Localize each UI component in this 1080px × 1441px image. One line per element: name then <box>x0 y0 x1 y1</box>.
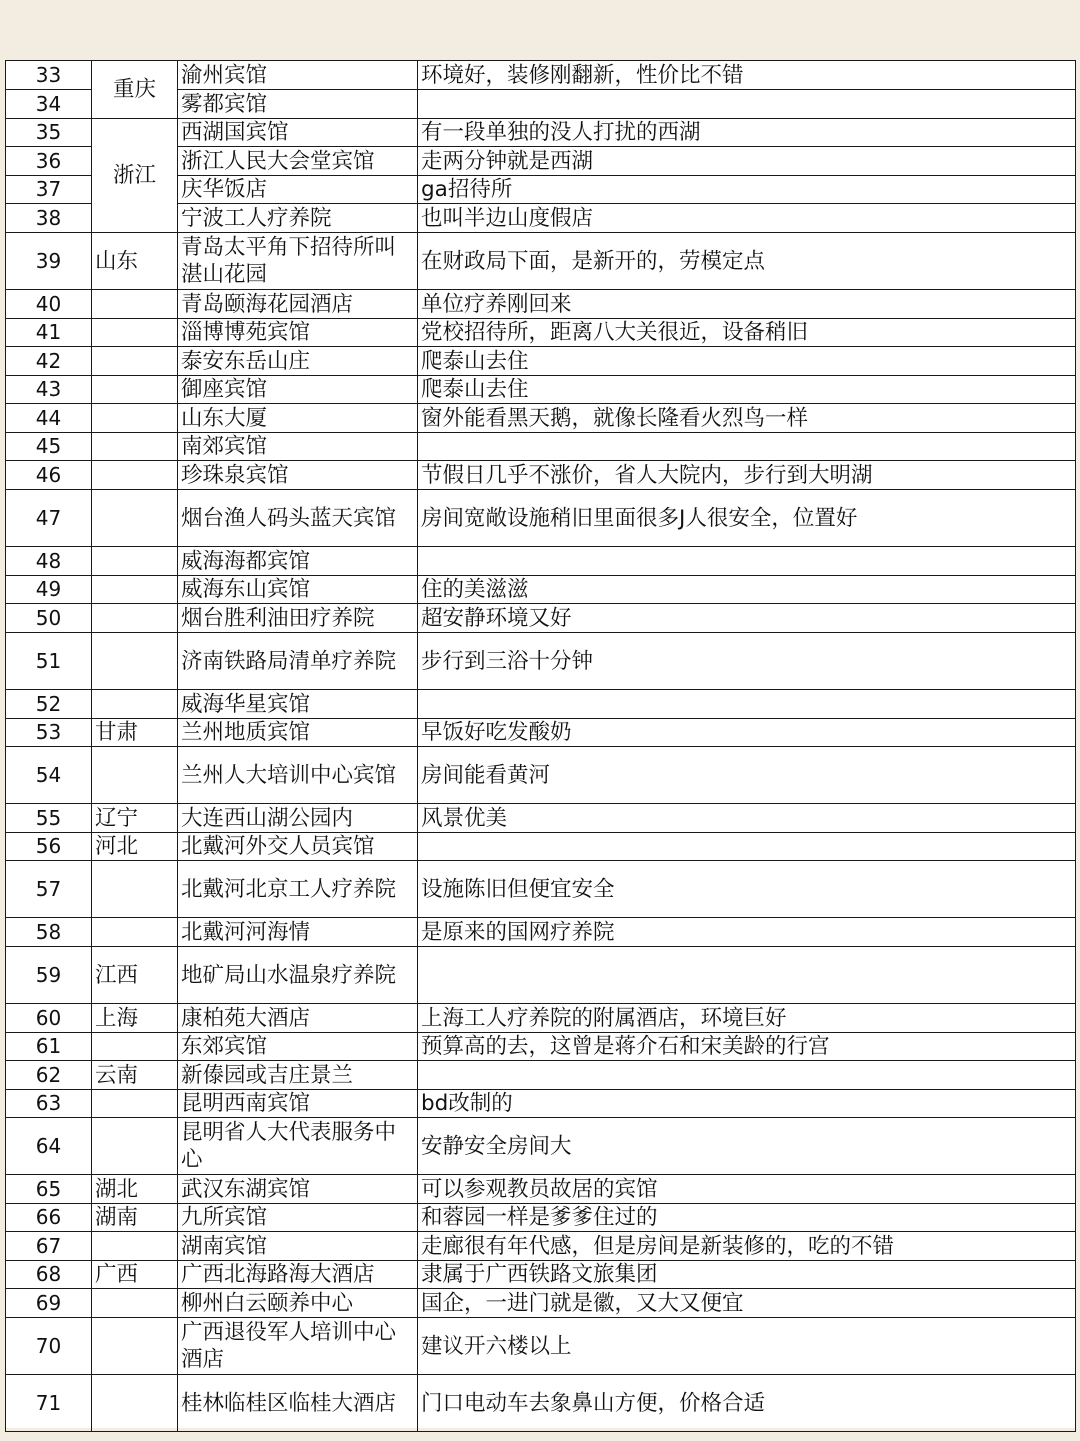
note-cell: 风景优美 <box>418 804 1076 833</box>
hotel-name-cell: 庆华饭店 <box>178 176 418 204</box>
hotel-name-cell: 雾都宾馆 <box>178 90 418 119</box>
row-number: 34 <box>6 90 92 119</box>
note-cell: 超安静环境又好 <box>418 604 1076 633</box>
hotel-table-body <box>6 61 1076 1432</box>
note-cell <box>418 690 1076 719</box>
hotel-name-cell: 昆明省人大代表服务中心 <box>178 1118 418 1175</box>
hotel-table <box>5 60 1076 1432</box>
row-number: 38 <box>6 204 92 233</box>
hotel-name-cell: 南郊宾馆 <box>178 433 418 461</box>
table-row <box>6 1033 1076 1061</box>
hotel-name-cell: 兰州人大培训中心宾馆 <box>178 747 418 804</box>
hotel-name-cell: 御座宾馆 <box>178 376 418 404</box>
province-cell: 重庆 <box>92 61 178 119</box>
note-cell <box>418 433 1076 461</box>
table-row <box>6 918 1076 947</box>
hotel-name-cell: 九所宾馆 <box>178 1204 418 1232</box>
note-cell: 建议开六楼以上 <box>418 1318 1076 1375</box>
hotel-name-cell: 烟台渔人码头蓝天宾馆 <box>178 490 418 547</box>
table-row <box>6 604 1076 633</box>
hotel-name-cell: 泰安东岳山庄 <box>178 347 418 376</box>
table-row <box>6 119 1076 147</box>
row-number: 55 <box>6 804 92 833</box>
table-row <box>6 433 1076 461</box>
hotel-name-cell: 烟台胜利油田疗养院 <box>178 604 418 633</box>
row-number: 69 <box>6 1289 92 1318</box>
province-cell <box>92 1033 178 1061</box>
province-cell: 甘肃 <box>92 719 178 747</box>
hotel-name-cell: 宁波工人疗养院 <box>178 204 418 233</box>
note-cell: 隶属于广西铁路文旅集团 <box>418 1261 1076 1289</box>
province-cell <box>92 376 178 404</box>
row-number: 70 <box>6 1318 92 1375</box>
row-number: 49 <box>6 576 92 604</box>
table-row <box>6 1090 1076 1118</box>
hotel-name-cell: 西湖国宾馆 <box>178 119 418 147</box>
row-number: 40 <box>6 290 92 319</box>
hotel-name-cell: 康柏苑大酒店 <box>178 1004 418 1033</box>
hotel-name-cell: 威海海都宾馆 <box>178 547 418 576</box>
row-number: 53 <box>6 719 92 747</box>
table-row <box>6 861 1076 918</box>
table-row <box>6 690 1076 719</box>
row-number: 63 <box>6 1090 92 1118</box>
note-cell: bd改制的 <box>418 1090 1076 1118</box>
hotel-name-cell: 昆明西南宾馆 <box>178 1090 418 1118</box>
hotel-name-cell: 广西退役军人培训中心酒店 <box>178 1318 418 1375</box>
note-cell <box>418 1061 1076 1090</box>
row-number: 58 <box>6 918 92 947</box>
note-cell: ga招待所 <box>418 176 1076 204</box>
table-row <box>6 1232 1076 1261</box>
table-row <box>6 804 1076 833</box>
note-cell: 步行到三浴十分钟 <box>418 633 1076 690</box>
note-cell: 可以参观教员故居的宾馆 <box>418 1175 1076 1204</box>
hotel-name-cell: 浙江人民大会堂宾馆 <box>178 147 418 176</box>
province-cell <box>92 1090 178 1118</box>
hotel-name-cell: 兰州地质宾馆 <box>178 719 418 747</box>
province-cell <box>92 633 178 690</box>
province-cell <box>92 576 178 604</box>
row-number: 48 <box>6 547 92 576</box>
note-cell <box>418 90 1076 119</box>
hotel-name-cell: 威海东山宾馆 <box>178 576 418 604</box>
note-cell: 门口电动车去象鼻山方便，价格合适 <box>418 1375 1076 1432</box>
note-cell: 也叫半边山度假店 <box>418 204 1076 233</box>
hotel-name-cell: 济南铁路局清单疗养院 <box>178 633 418 690</box>
province-cell <box>92 1118 178 1175</box>
note-cell: 上海工人疗养院的附属酒店，环境巨好 <box>418 1004 1076 1033</box>
row-number: 66 <box>6 1204 92 1232</box>
note-cell: 节假日几乎不涨价，省人大院内，步行到大明湖 <box>418 461 1076 490</box>
table-row <box>6 947 1076 1004</box>
province-cell: 湖北 <box>92 1175 178 1204</box>
table-row <box>6 1318 1076 1375</box>
row-number: 68 <box>6 1261 92 1289</box>
note-cell <box>418 833 1076 861</box>
note-cell <box>418 947 1076 1004</box>
row-number: 41 <box>6 319 92 347</box>
note-cell: 窗外能看黑天鹅，就像长隆看火烈鸟一样 <box>418 404 1076 433</box>
row-number: 61 <box>6 1033 92 1061</box>
hotel-name-cell: 广西北海路海大酒店 <box>178 1261 418 1289</box>
note-cell: 早饭好吃发酸奶 <box>418 719 1076 747</box>
note-cell: 安静安全房间大 <box>418 1118 1076 1175</box>
note-cell: 在财政局下面，是新开的，劳模定点 <box>418 233 1076 290</box>
note-cell <box>418 547 1076 576</box>
row-number: 37 <box>6 176 92 204</box>
table-row <box>6 633 1076 690</box>
hotel-name-cell: 北戴河北京工人疗养院 <box>178 861 418 918</box>
row-number: 65 <box>6 1175 92 1204</box>
province-cell <box>92 747 178 804</box>
table-row <box>6 719 1076 747</box>
row-number: 42 <box>6 347 92 376</box>
hotel-name-cell: 青岛颐海花园酒店 <box>178 290 418 319</box>
province-cell <box>92 1375 178 1432</box>
hotel-name-cell: 北戴河外交人员宾馆 <box>178 833 418 861</box>
row-number: 33 <box>6 61 92 90</box>
table-row <box>6 404 1076 433</box>
row-number: 45 <box>6 433 92 461</box>
province-cell: 广西 <box>92 1261 178 1289</box>
province-cell: 辽宁 <box>92 804 178 833</box>
note-cell: 有一段单独的没人打扰的西湖 <box>418 119 1076 147</box>
province-cell <box>92 290 178 319</box>
note-cell: 预算高的去，这曾是蒋介石和宋美龄的行宫 <box>418 1033 1076 1061</box>
table-row <box>6 576 1076 604</box>
note-cell: 党校招待所，距离八大关很近，设备稍旧 <box>418 319 1076 347</box>
hotel-name-cell: 淄博博苑宾馆 <box>178 319 418 347</box>
province-cell <box>92 404 178 433</box>
hotel-table-sheet <box>5 60 1075 1428</box>
province-cell <box>92 1318 178 1375</box>
row-number: 52 <box>6 690 92 719</box>
province-cell: 云南 <box>92 1061 178 1090</box>
province-cell <box>92 433 178 461</box>
note-cell: 住的美滋滋 <box>418 576 1076 604</box>
note-cell: 单位疗养刚回来 <box>418 290 1076 319</box>
row-number: 35 <box>6 119 92 147</box>
table-row <box>6 1204 1076 1232</box>
note-cell: 房间能看黄河 <box>418 747 1076 804</box>
table-row <box>6 61 1076 90</box>
province-cell <box>92 461 178 490</box>
province-cell <box>92 319 178 347</box>
table-row <box>6 833 1076 861</box>
row-number: 50 <box>6 604 92 633</box>
table-row <box>6 461 1076 490</box>
table-row <box>6 319 1076 347</box>
province-cell <box>92 490 178 547</box>
table-row <box>6 376 1076 404</box>
province-cell <box>92 918 178 947</box>
table-row <box>6 547 1076 576</box>
hotel-name-cell: 大连西山湖公园内 <box>178 804 418 833</box>
province-cell <box>92 604 178 633</box>
note-cell: 设施陈旧但便宜安全 <box>418 861 1076 918</box>
province-cell <box>92 861 178 918</box>
note-cell: 爬泰山去住 <box>418 376 1076 404</box>
table-row <box>6 1261 1076 1289</box>
table-row <box>6 1175 1076 1204</box>
table-row <box>6 290 1076 319</box>
row-number: 62 <box>6 1061 92 1090</box>
row-number: 54 <box>6 747 92 804</box>
hotel-name-cell: 地矿局山水温泉疗养院 <box>178 947 418 1004</box>
hotel-name-cell: 武汉东湖宾馆 <box>178 1175 418 1204</box>
row-number: 36 <box>6 147 92 176</box>
note-cell: 和蓉园一样是爹爹住过的 <box>418 1204 1076 1232</box>
hotel-name-cell: 新傣园或吉庄景兰 <box>178 1061 418 1090</box>
province-cell <box>92 690 178 719</box>
note-cell: 走两分钟就是西湖 <box>418 147 1076 176</box>
row-number: 71 <box>6 1375 92 1432</box>
table-row <box>6 347 1076 376</box>
province-cell <box>92 347 178 376</box>
table-row <box>6 1118 1076 1175</box>
hotel-name-cell: 威海华星宾馆 <box>178 690 418 719</box>
hotel-name-cell: 珍珠泉宾馆 <box>178 461 418 490</box>
hotel-name-cell: 桂林临桂区临桂大酒店 <box>178 1375 418 1432</box>
province-cell: 浙江 <box>92 119 178 233</box>
row-number: 64 <box>6 1118 92 1175</box>
table-row <box>6 490 1076 547</box>
row-number: 60 <box>6 1004 92 1033</box>
row-number: 59 <box>6 947 92 1004</box>
hotel-name-cell: 柳州白云颐养中心 <box>178 1289 418 1318</box>
table-row <box>6 1004 1076 1033</box>
row-number: 51 <box>6 633 92 690</box>
row-number: 47 <box>6 490 92 547</box>
row-number: 43 <box>6 376 92 404</box>
table-row <box>6 1375 1076 1432</box>
table-row <box>6 747 1076 804</box>
note-cell: 环境好，装修刚翻新，性价比不错 <box>418 61 1076 90</box>
hotel-name-cell: 渝州宾馆 <box>178 61 418 90</box>
hotel-name-cell: 青岛太平角下招待所叫湛山花园 <box>178 233 418 290</box>
province-cell: 河北 <box>92 833 178 861</box>
row-number: 56 <box>6 833 92 861</box>
table-row <box>6 1061 1076 1090</box>
note-cell: 房间宽敞设施稍旧里面很多J人很安全，位置好 <box>418 490 1076 547</box>
province-cell <box>92 547 178 576</box>
note-cell: 爬泰山去住 <box>418 347 1076 376</box>
row-number: 67 <box>6 1232 92 1261</box>
province-cell <box>92 1289 178 1318</box>
province-cell: 山东 <box>92 233 178 290</box>
note-cell: 国企，一进门就是徽，又大又便宜 <box>418 1289 1076 1318</box>
province-cell <box>92 1232 178 1261</box>
province-cell: 湖南 <box>92 1204 178 1232</box>
table-row <box>6 1289 1076 1318</box>
table-row <box>6 233 1076 290</box>
hotel-name-cell: 湖南宾馆 <box>178 1232 418 1261</box>
row-number: 39 <box>6 233 92 290</box>
province-cell: 江西 <box>92 947 178 1004</box>
hotel-name-cell: 北戴河河海情 <box>178 918 418 947</box>
row-number: 44 <box>6 404 92 433</box>
province-cell: 上海 <box>92 1004 178 1033</box>
row-number: 46 <box>6 461 92 490</box>
hotel-name-cell: 东郊宾馆 <box>178 1033 418 1061</box>
row-number: 57 <box>6 861 92 918</box>
note-cell: 是原来的国网疗养院 <box>418 918 1076 947</box>
note-cell: 走廊很有年代感，但是房间是新装修的，吃的不错 <box>418 1232 1076 1261</box>
hotel-name-cell: 山东大厦 <box>178 404 418 433</box>
